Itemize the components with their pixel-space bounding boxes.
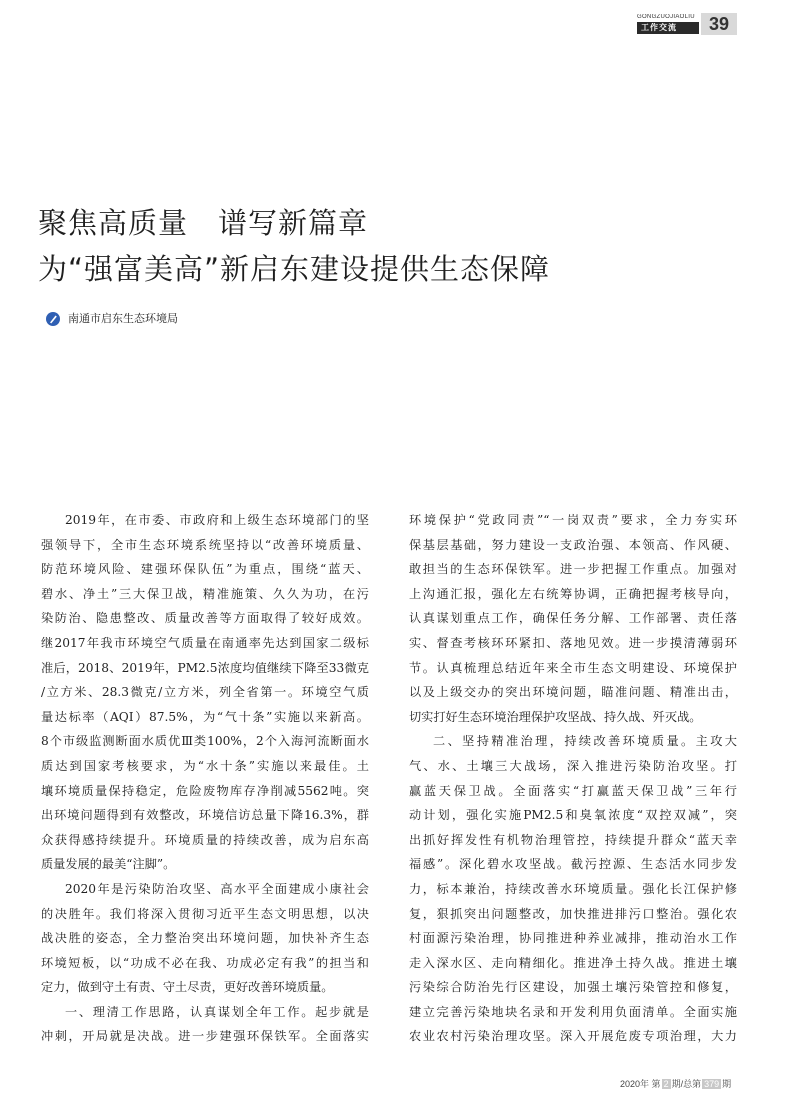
text-line: /立方米、28.3微克/立方米，列全省第一。环境空气质 bbox=[41, 685, 369, 700]
text-line: 赢蓝天保卫战。全面落实“打赢蓝天保卫战”三年行 bbox=[409, 783, 737, 798]
text-line: 保基层基础，努力建设一支政治强、本领高、作风硬、 bbox=[409, 537, 737, 552]
text-line: 壤环境质量保持稳定，危险废物库存净削减5562吨。突 bbox=[41, 783, 369, 798]
page-header bbox=[637, 14, 737, 36]
text-line: 节。认真梳理总结近年来全市生态文明建设、环境保护 bbox=[409, 660, 737, 675]
text-line: 气、水、土壤三大战场，深入推进污染防治攻坚。打 bbox=[409, 758, 737, 773]
text-line: 建立完善污染地块名录和开发利用负面清单。全面实施 bbox=[409, 1004, 737, 1019]
text-line: 走入深水区、走向精细化。推进净土持久战。推进土壤 bbox=[409, 955, 737, 970]
text-line: 环境保护“党政同责”“一岗双责”要求，全力夯实环 bbox=[409, 513, 737, 527]
left-column bbox=[41, 508, 369, 1049]
text-line: 力，标本兼治，持续改善水环境质量。强化长江保护修 bbox=[409, 881, 737, 896]
text-line: 二、坚持精准治理，持续改善环境质量。主攻大 bbox=[433, 734, 737, 749]
page-number: 39 bbox=[701, 13, 737, 35]
text-line: 认真谋划重点工作，确保任务分解、工作部署、责任落 bbox=[409, 611, 737, 626]
section-label: 工作交流 bbox=[637, 22, 699, 34]
total-issue-number: 379 bbox=[704, 1079, 720, 1089]
footer-year: 2020年 bbox=[620, 1079, 650, 1089]
text-line: 出环境问题得到有效整改，环境信访总量下降16.3%，群 bbox=[41, 808, 369, 823]
text-line: 2020年是污染防治攻坚、高水平全面建成小康社会 bbox=[65, 881, 369, 896]
text-line: 福感”。深化碧水攻坚战。截污控源、生态活水同步发 bbox=[409, 857, 737, 872]
text-line: 的决胜年。我们将深入贯彻习近平生态文明思想，以决 bbox=[41, 906, 369, 921]
text-line: 一、理清工作思路，认真谋划全年工作。起步就是 bbox=[65, 1004, 369, 1019]
text-line: 农业农村污染治理攻坚。深入开展危废专项治理，大力 bbox=[409, 1029, 737, 1044]
text-line: 出抓好挥发性有机物治理管控，持续提升群众“蓝天幸 bbox=[409, 832, 737, 847]
title-line-2: 为“强富美高”新启东建设提供生态保障 bbox=[38, 252, 551, 286]
article-title bbox=[38, 200, 758, 292]
text-line: 战决胜的姿态，全力整治突出环境问题，加快补齐生态 bbox=[41, 931, 369, 946]
text-line: 继2017年我市环境空气质量在南通率先达到国家二级标 bbox=[41, 635, 369, 650]
text-line: 污染综合防治先行区建设，加强土壤污染管控和修复， bbox=[409, 980, 737, 995]
footer-suffix: 期 bbox=[722, 1079, 732, 1089]
pen-icon bbox=[46, 312, 60, 326]
text-line: 动计划，强化实施PM2.5和臭氧浓度“双控双减”，突 bbox=[409, 808, 737, 823]
text-line: 以及上级交办的突出环境问题，瞄准问题、精准出击， bbox=[409, 685, 737, 700]
text-line: 8个市级监测断面水质优Ⅲ类100%，2个入海河流断面水 bbox=[41, 734, 369, 749]
text-line: 上沟通汇报，强化左右统筹协调，正确把握考核导向， bbox=[409, 586, 737, 601]
text-line: 村面源污染治理，协同推进种养业减排，推动治水工作 bbox=[409, 931, 737, 946]
issue-number: 2 bbox=[663, 1079, 669, 1089]
right-column bbox=[409, 508, 737, 1049]
text-line: 准后，2018、2019年，PM2.5浓度均值继续下降至33微克 bbox=[41, 660, 369, 675]
text-line: 实、督查考核环环紧扣、落地见效。进一步摸清薄弱环 bbox=[409, 635, 737, 650]
text-line: 质量发展的最美“注脚”。 bbox=[41, 857, 176, 872]
text-line: 防范环境风险、建强环保队伍”为重点，围绕“蓝天、 bbox=[41, 562, 369, 577]
footer-mid: 期/总第 bbox=[671, 1079, 702, 1089]
text-line: 染防治、隐患整改、质量改善等方面取得了较好成效。 bbox=[41, 611, 369, 626]
text-line: 敢担当的生态环保铁军。进一步把握工作重点。加强对 bbox=[409, 562, 737, 577]
author-name: 南通市启东生态环境局 bbox=[68, 312, 178, 325]
text-line: 量达标率（AQI）87.5%，为“气十条”实施以来新高。 bbox=[41, 709, 369, 724]
text-line: 定力，做到守土有责、守土尽责，更好改善环境质量。 bbox=[41, 980, 334, 995]
text-line: 环境短板，以“功成不必在我、功成必定有我”的担当和 bbox=[41, 955, 369, 970]
title-line-1: 聚焦高质量 谱写新篇章 bbox=[38, 206, 369, 240]
text-line: 碧水、净土”三大保卫战，精准施策、久久为功，在污 bbox=[41, 586, 369, 601]
section-pinyin: GONGZUOJIAOLIU bbox=[637, 14, 695, 20]
text-line: 强领导下，全市生态环境系统坚持以“改善环境质量、 bbox=[41, 537, 369, 552]
text-line: 冲刺，开局就是决战。进一步建强环保铁军。全面落实 bbox=[41, 1029, 369, 1044]
page-footer bbox=[620, 1077, 731, 1090]
text-line: 切实打好生态环境治理保护攻坚战、持久战、歼灭战。 bbox=[409, 709, 702, 724]
text-line: 众获得感持续提升。环境质量的持续改善，成为启东高 bbox=[41, 832, 369, 847]
footer-prefix: 第 bbox=[651, 1079, 661, 1089]
text-line: 2019年，在市委、市政府和上级生态环境部门的坚 bbox=[65, 513, 369, 527]
text-line: 复，狠抓突出问题整改，加快推进排污口整治。强化农 bbox=[409, 906, 737, 921]
text-line: 质达到国家考核要求，为“水十条”实施以来最佳。土 bbox=[41, 758, 369, 773]
